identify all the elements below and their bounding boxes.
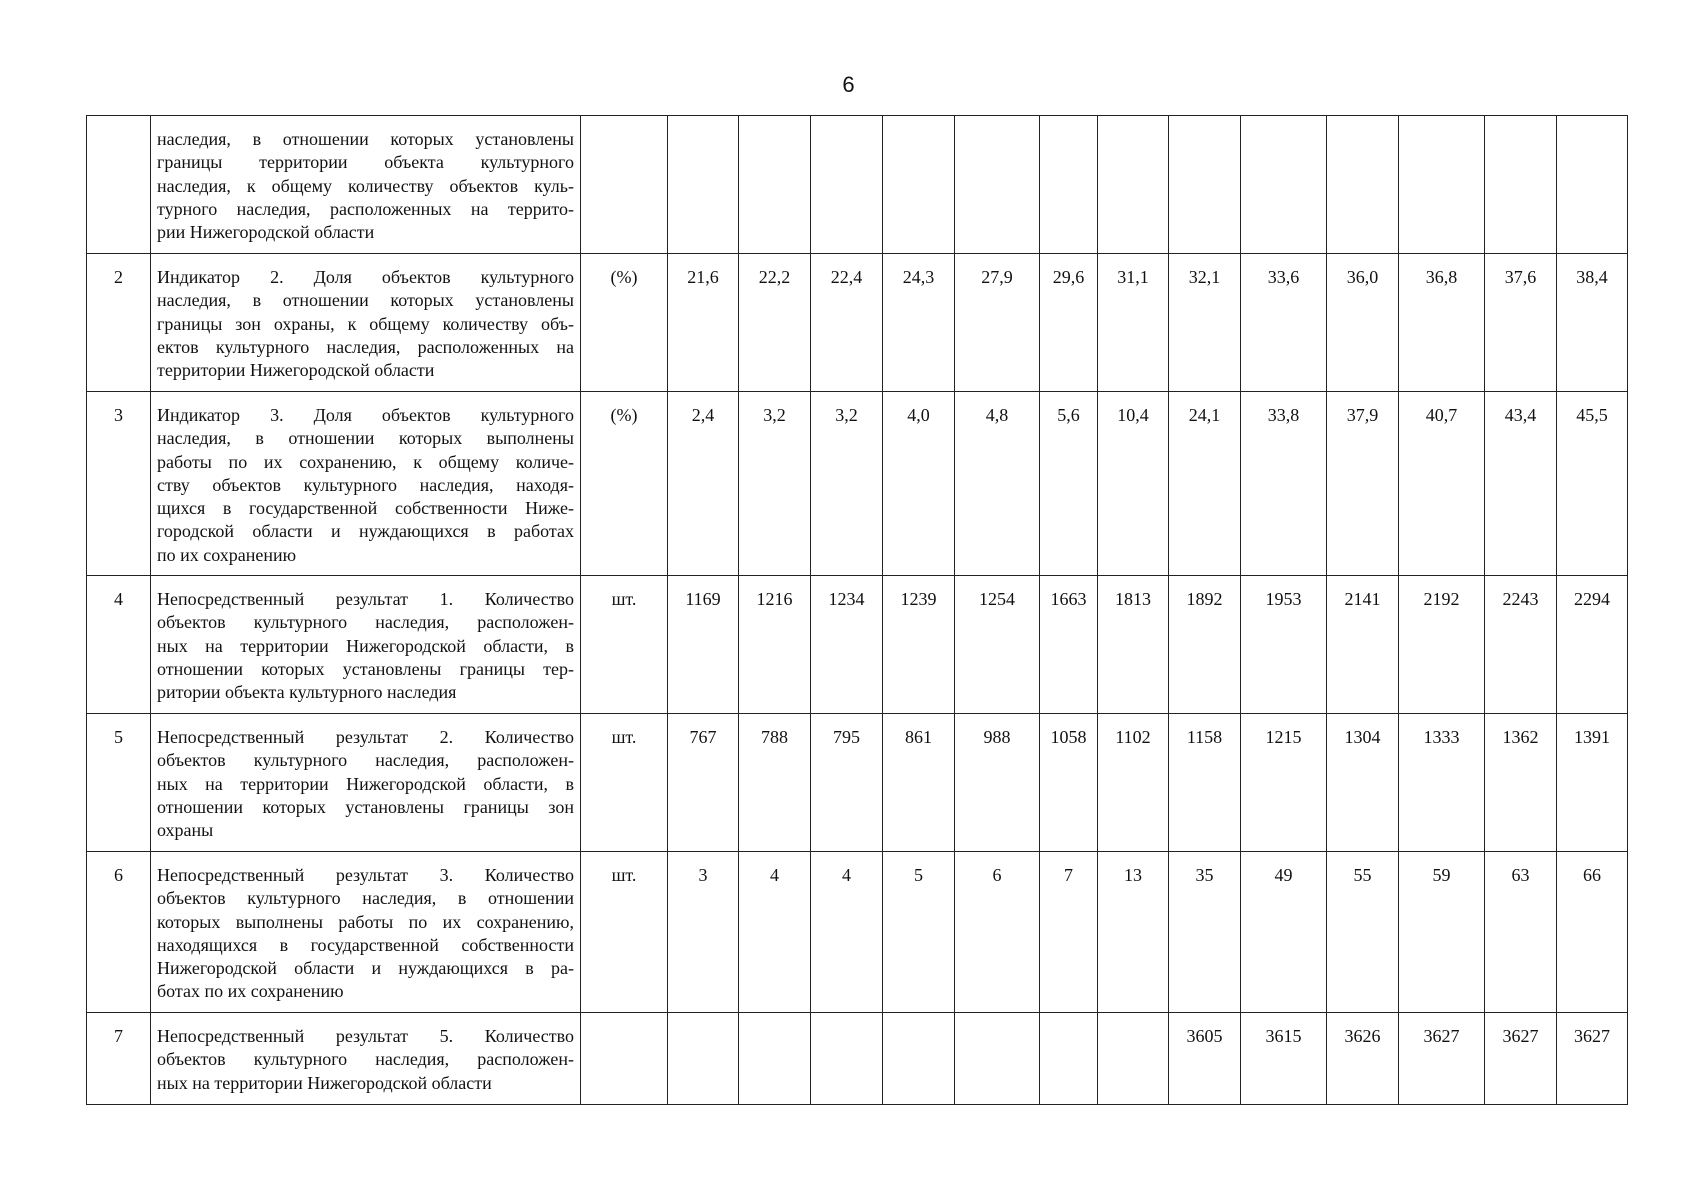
description-cell (151, 576, 581, 714)
value-cell: 2,4 (668, 392, 739, 576)
value-cell (1098, 1013, 1169, 1105)
value-cell: 7 (1040, 852, 1098, 1013)
value-cell: 4,0 (883, 392, 955, 576)
value-cell: 2294 (1557, 576, 1628, 714)
value-cell (1241, 116, 1327, 254)
value-cell: 795 (811, 714, 883, 852)
value-cell: 767 (668, 714, 739, 852)
value-cell (739, 116, 811, 254)
value-cell: 2243 (1485, 576, 1557, 714)
value-cell: 1362 (1485, 714, 1557, 852)
description-cell (151, 714, 581, 852)
value-cell: 788 (739, 714, 811, 852)
value-cell: 3,2 (739, 392, 811, 576)
value-cell (1098, 116, 1169, 254)
value-cell: 1239 (883, 576, 955, 714)
value-cell: 37,6 (1485, 254, 1557, 392)
description-line: работы по их сохранению, к общему количе- (157, 451, 574, 472)
value-cell: 3 (668, 852, 739, 1013)
value-cell: 3627 (1485, 1013, 1557, 1105)
value-cell: 3626 (1327, 1013, 1399, 1105)
value-cell: 988 (955, 714, 1040, 852)
table-row (87, 1013, 1628, 1105)
description-line: Непосредственный результат 2. Количество (157, 727, 574, 747)
row-number-cell (87, 116, 151, 254)
value-cell: 22,2 (739, 254, 811, 392)
description-line: турного наследия, расположенных на террито- (157, 198, 574, 219)
table-body (87, 116, 1628, 1105)
description-line: границы территории объекта культурного (157, 152, 574, 173)
description-line: которых выполнены работы по их сохранению, (157, 911, 574, 932)
value-cell (955, 116, 1040, 254)
description-line: отношении которых установлены границы зон (157, 796, 574, 817)
indicators-table (86, 115, 1628, 1105)
value-cell (739, 1013, 811, 1105)
description-line: находящихся в государственной собственности (157, 934, 574, 955)
description-cell (151, 392, 581, 576)
row-number-cell: 3 (87, 392, 151, 576)
value-cell: 38,4 (1557, 254, 1628, 392)
description-line: городской области и нуждающихся в работах (157, 521, 574, 542)
description-line: ных на территории Нижегородской области, в (157, 635, 574, 656)
unit-cell: (%) (581, 392, 668, 576)
value-cell: 1169 (668, 576, 739, 714)
value-cell: 3,2 (811, 392, 883, 576)
row-number-cell: 4 (87, 576, 151, 714)
value-cell: 22,4 (811, 254, 883, 392)
page-number: 6 (842, 72, 855, 97)
value-cell: 1158 (1169, 714, 1241, 852)
value-cell: 3627 (1399, 1013, 1485, 1105)
description-line: ных на территории Нижегородской области (157, 1072, 492, 1093)
table-row (87, 392, 1628, 576)
value-cell: 1333 (1399, 714, 1485, 852)
value-cell: 49 (1241, 852, 1327, 1013)
value-cell: 66 (1557, 852, 1628, 1013)
value-cell (1169, 116, 1241, 254)
description-cell (151, 1013, 581, 1105)
value-cell: 861 (883, 714, 955, 852)
row-number-cell: 6 (87, 852, 151, 1013)
value-cell: 45,5 (1557, 392, 1628, 576)
description-line: наследия, в отношении которых установлены (157, 129, 574, 149)
value-cell (883, 1013, 955, 1105)
value-cell: 31,1 (1098, 254, 1169, 392)
value-cell: 1953 (1241, 576, 1327, 714)
value-cell: 55 (1327, 852, 1399, 1013)
description-line: ектов культурного наследия, расположенных на (157, 336, 574, 357)
value-cell: 3627 (1557, 1013, 1628, 1105)
description-line: ных на территории Нижегородской области, в (157, 773, 574, 794)
value-cell: 5,6 (1040, 392, 1098, 576)
row-number-cell: 5 (87, 714, 151, 852)
value-cell: 36,0 (1327, 254, 1399, 392)
value-cell (668, 116, 739, 254)
description-line: территории Нижегородской области (157, 360, 435, 381)
row-number-cell: 2 (87, 254, 151, 392)
value-cell: 6 (955, 852, 1040, 1013)
value-cell: 21,6 (668, 254, 739, 392)
value-cell: 4 (739, 852, 811, 1013)
value-cell: 40,7 (1399, 392, 1485, 576)
value-cell: 4,8 (955, 392, 1040, 576)
value-cell: 27,9 (955, 254, 1040, 392)
value-cell: 37,9 (1327, 392, 1399, 576)
description-line: границы зон охраны, к общему количеству объ- (157, 313, 574, 334)
value-cell: 63 (1485, 852, 1557, 1013)
description-cell (151, 852, 581, 1013)
value-cell: 3605 (1169, 1013, 1241, 1105)
row-number-cell: 7 (87, 1013, 151, 1105)
value-cell: 1391 (1557, 714, 1628, 852)
value-cell: 33,6 (1241, 254, 1327, 392)
description-line: объектов культурного наследия, расположен- (157, 612, 574, 633)
description-line: ботах по их сохранению (157, 981, 344, 1002)
description-line: Непосредственный результат 1. Количество (157, 589, 574, 609)
value-cell: 33,8 (1241, 392, 1327, 576)
value-cell: 24,3 (883, 254, 955, 392)
value-cell: 1813 (1098, 576, 1169, 714)
value-cell (1399, 116, 1485, 254)
value-cell (883, 116, 955, 254)
description-cell (151, 254, 581, 392)
unit-cell (581, 116, 668, 254)
description-line: рии Нижегородской области (157, 222, 375, 243)
description-line: ству объектов культурного наследия, находя- (157, 474, 574, 495)
value-cell: 1058 (1040, 714, 1098, 852)
description-line: объектов культурного наследия, расположен- (157, 750, 574, 771)
description-line: по их сохранению (157, 544, 297, 565)
description-line: наследия, в отношении которых установлены (157, 290, 574, 311)
value-cell (1557, 116, 1628, 254)
value-cell: 5 (883, 852, 955, 1013)
unit-cell (581, 1013, 668, 1105)
table-row (87, 116, 1628, 254)
value-cell: 35 (1169, 852, 1241, 1013)
value-cell: 4 (811, 852, 883, 1013)
description-line: Непосредственный результат 5. Количество (157, 1026, 574, 1046)
description-line: охраны (157, 820, 214, 841)
value-cell: 1216 (739, 576, 811, 714)
unit-cell: шт. (581, 714, 668, 852)
description-line: наследия, к общему количеству объектов куль- (157, 175, 574, 196)
value-cell (811, 116, 883, 254)
unit-cell: шт. (581, 576, 668, 714)
value-cell: 1663 (1040, 576, 1098, 714)
value-cell: 43,4 (1485, 392, 1557, 576)
value-cell: 2192 (1399, 576, 1485, 714)
value-cell: 1102 (1098, 714, 1169, 852)
value-cell (811, 1013, 883, 1105)
table-row (87, 714, 1628, 852)
value-cell (1327, 116, 1399, 254)
table-row (87, 254, 1628, 392)
value-cell (668, 1013, 739, 1105)
description-line: объектов культурного наследия, в отношении (157, 888, 574, 909)
value-cell: 3615 (1241, 1013, 1327, 1105)
value-cell (1485, 116, 1557, 254)
unit-cell: (%) (581, 254, 668, 392)
table-row (87, 852, 1628, 1013)
value-cell (955, 1013, 1040, 1105)
description-line: Нижегородской области и нуждающихся в ра- (157, 958, 574, 979)
value-cell: 1234 (811, 576, 883, 714)
value-cell: 32,1 (1169, 254, 1241, 392)
description-line: наследия, в отношении которых выполнены (157, 428, 574, 449)
description-line: объектов культурного наследия, расположен- (157, 1049, 574, 1070)
value-cell (1040, 116, 1098, 254)
value-cell: 13 (1098, 852, 1169, 1013)
value-cell: 24,1 (1169, 392, 1241, 576)
value-cell: 59 (1399, 852, 1485, 1013)
value-cell: 1215 (1241, 714, 1327, 852)
description-line: щихся в государственной собственности Ниже- (157, 498, 574, 519)
description-cell (151, 116, 581, 254)
table-row (87, 576, 1628, 714)
value-cell (1040, 1013, 1098, 1105)
value-cell: 36,8 (1399, 254, 1485, 392)
value-cell: 1254 (955, 576, 1040, 714)
value-cell: 29,6 (1040, 254, 1098, 392)
description-line: Индикатор 3. Доля объектов культурного (157, 405, 574, 425)
description-line: Индикатор 2. Доля объектов культурного (157, 267, 574, 287)
description-line: Непосредственный результат 3. Количество (157, 865, 574, 885)
value-cell: 1304 (1327, 714, 1399, 852)
description-line: отношении которых установлены границы тер- (157, 658, 574, 679)
unit-cell: шт. (581, 852, 668, 1013)
value-cell: 2141 (1327, 576, 1399, 714)
description-line: ритории объекта культурного наследия (157, 682, 457, 703)
value-cell: 1892 (1169, 576, 1241, 714)
value-cell: 10,4 (1098, 392, 1169, 576)
